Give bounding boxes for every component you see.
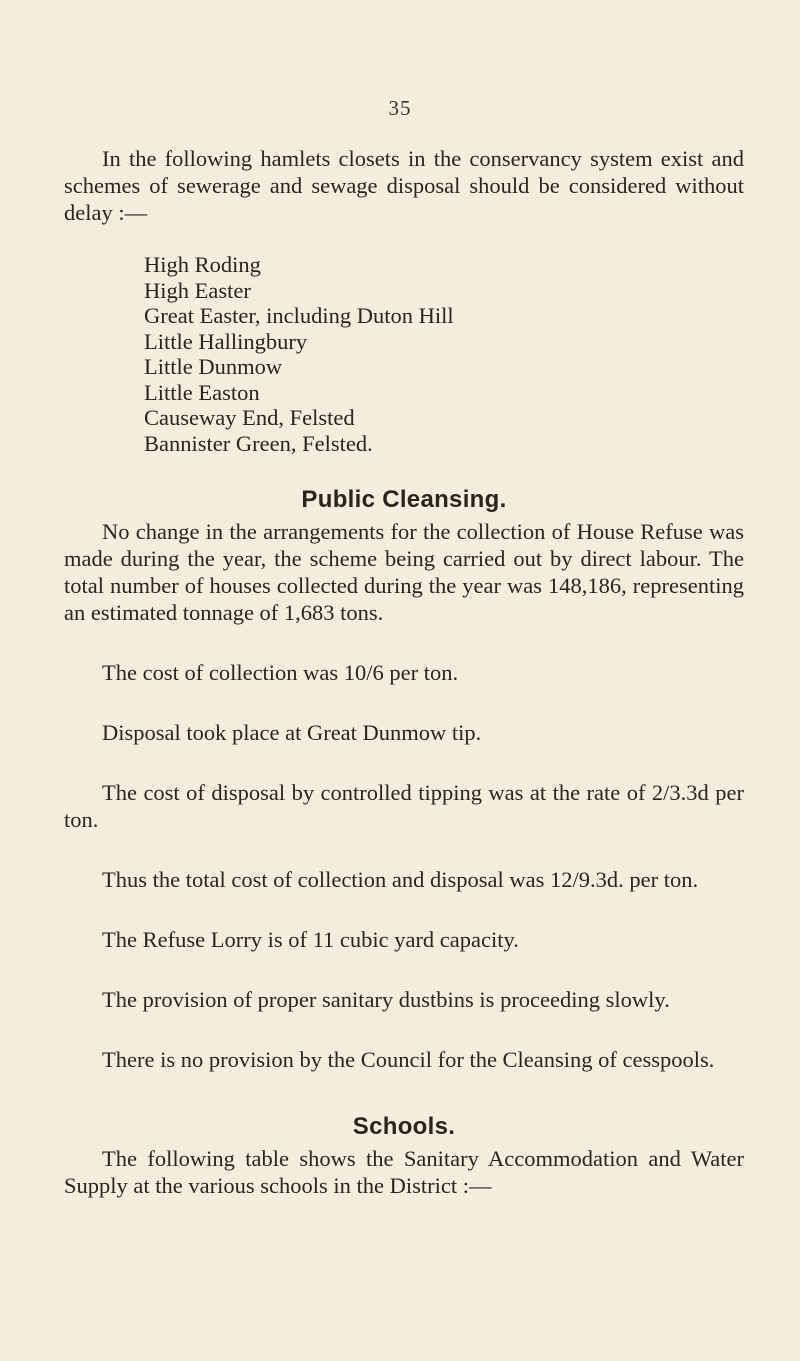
hamlet-item: Little Dunmow — [144, 354, 283, 379]
hamlet-list — [144, 252, 744, 456]
cleansing-paragraph: No change in the arrangements for the collection of House Refuse was made during the year, the scheme being carried out by direct labour. The total number of houses collected during the year was 148,186, representing an estimated tonnage of 1,683 tons. — [64, 519, 744, 625]
hamlet-item: Little Easton — [144, 379, 260, 405]
hamlet-item: Causeway End, Felsted — [144, 405, 355, 430]
hamlet-item: High Roding — [144, 252, 261, 277]
intro-paragraph: In the following hamlets closets in the conservancy system exist and schemes of sewerage and sewage disposal should be considered without delay :— — [64, 146, 744, 225]
cleansing-paragraph: Disposal took place at Great Dunmow tip. — [102, 720, 482, 745]
cleansing-paragraph: There is no provision by the Council for the Cleansing of cesspools. — [102, 1047, 715, 1072]
hamlet-item: Bannister Green, Felsted. — [144, 430, 373, 456]
cleansing-paragraph: The cost of collection was 10/6 per ton. — [102, 660, 459, 685]
schools-heading: Schools. — [352, 1113, 456, 1140]
public-cleansing-heading: Public Cleansing. — [301, 486, 507, 513]
cleansing-paragraph: The cost of disposal by controlled tipping was at the rate of 2/3.3d per ton. — [64, 780, 744, 832]
page-number: 35 — [388, 96, 412, 120]
schools-paragraph: The following table shows the Sanitary Accommodation and Water Supply at the various schools in the District :— — [64, 1146, 744, 1198]
hamlet-item: Little Hallingbury — [144, 328, 308, 354]
cleansing-paragraph: The Refuse Lorry is of 11 cubic yard capacity. — [102, 927, 519, 952]
cleansing-paragraph: Thus the total cost of collection and disposal was 12/9.3d. per ton. — [102, 867, 699, 892]
hamlet-item: High Easter — [144, 277, 251, 303]
cleansing-paragraph: The provision of proper sanitary dustbins is proceeding slowly. — [102, 987, 670, 1012]
page-content — [64, 145, 744, 1199]
hamlet-item: Great Easter, including Duton Hill — [144, 303, 454, 328]
